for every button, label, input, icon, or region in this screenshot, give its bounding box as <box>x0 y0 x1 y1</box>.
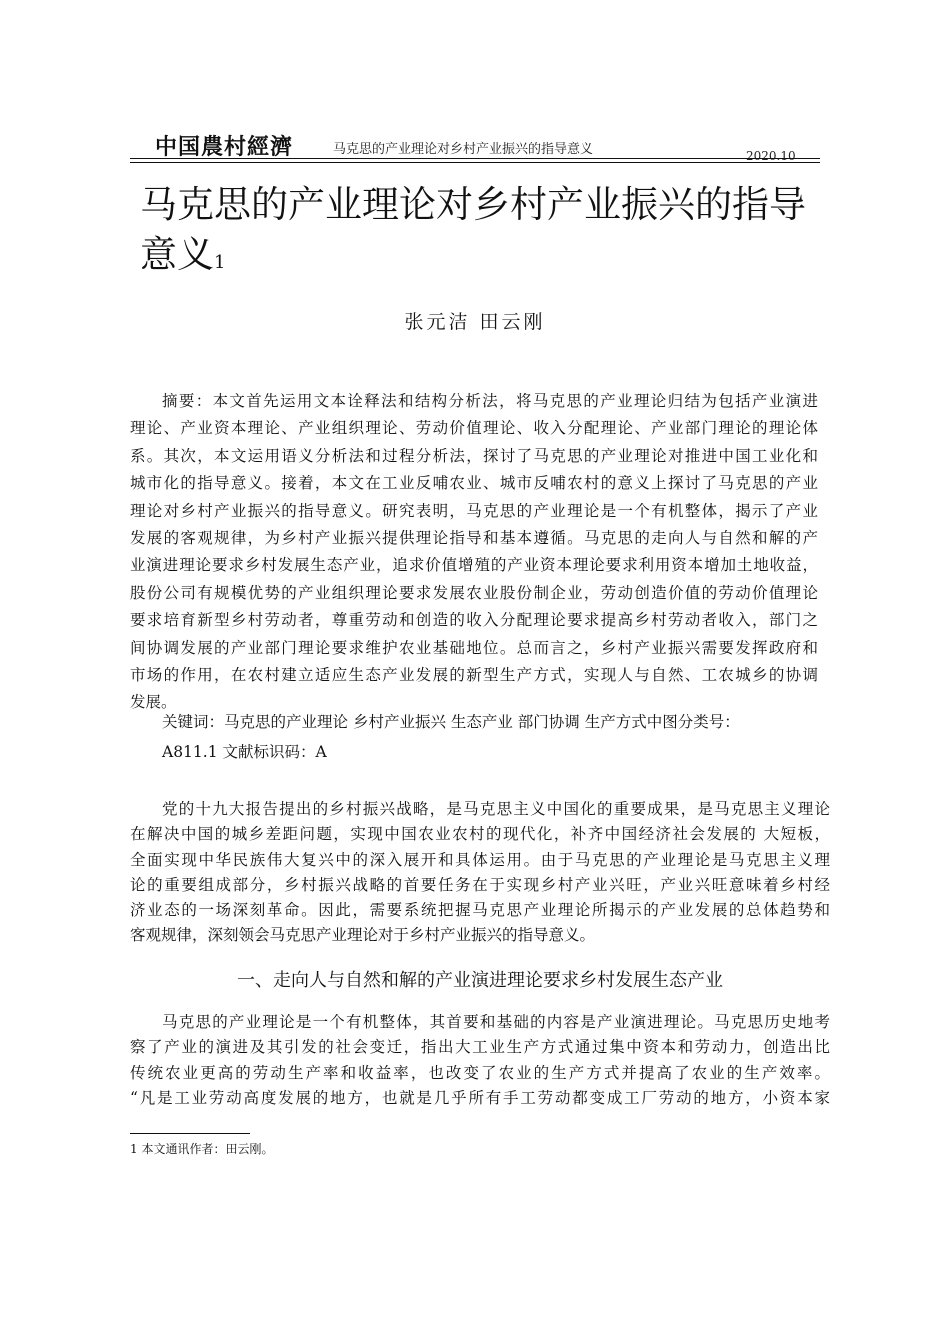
text-line <box>130 580 818 607</box>
line-text: “凡是工业劳动高度发展的地方，也就是几乎所有手工劳动都变成工厂劳动的地方，小资本家 <box>130 1088 830 1107</box>
text-line <box>130 1010 830 1035</box>
header-rule <box>130 158 820 159</box>
text-line <box>130 470 818 497</box>
journal-logo: 中国農村經濟 <box>155 135 294 160</box>
text-line <box>130 848 830 873</box>
line-text: 全面实现中华民族伟大复兴中的深入展开和具体运用。由于马克思的产业理论是马克思主义理 <box>130 850 830 869</box>
text-line <box>130 635 818 662</box>
text-line <box>130 1061 830 1086</box>
intro-paragraph <box>130 797 830 949</box>
footnote: 1 本文通讯作者：田云刚。 <box>130 1142 274 1156</box>
line-text: 理论对乡村产业振兴的指导意义。研究表明，马克思的产业理论是一个有机整体，揭示了产业 <box>130 501 818 520</box>
issue-date: 2020.10 <box>746 149 796 163</box>
article-title <box>140 180 840 280</box>
keywords-label: 关键词： <box>162 713 225 731</box>
title-text: 马克思的产业理论对乡村产业振兴的指导意义 <box>140 183 806 276</box>
line-text: 马克思的产业理论是一个有机整体，其首要和基础的内容是产业演进理论。马克思历史地考 <box>162 1013 830 1031</box>
text-line <box>130 898 830 923</box>
line-text: 理论、产业资本理论、产业组织理论、劳动价值理论、收入分配理论、产业部门理论的理论体 <box>130 419 818 438</box>
line-text: 本文首先运用文本诠释法和结构分析法，将马克思的产业理论归结为包括产业演进 <box>212 392 818 410</box>
abstract-label: 摘要： <box>162 392 213 410</box>
running-title: 马克思的产业理论对乡村产业振兴的指导意义 <box>333 142 594 157</box>
text-line <box>130 498 818 525</box>
text-line <box>130 873 830 898</box>
line-text: 论的重要组成部分，乡村振兴战略的首要任务在于实现乡村产业兴旺，产业兴旺意味着乡村经 <box>130 875 830 894</box>
line-text: 城市化的指导意义。接着，本文在工业反哺农业、城市反哺农村的意义上探讨了马克思的产业 <box>130 474 818 493</box>
abstract <box>130 388 818 717</box>
line-text: 业演进理论要求乡村发展生态产业，追求价值增殖的产业资本理论要求利用资本增加土地收益， <box>130 556 818 575</box>
text-line <box>130 525 818 552</box>
clc-value: A811.1 <box>162 743 218 761</box>
line-text: 济业态的一场深刻革命。因此，需要系统把握马克思产业理论所揭示的产业发展的总体趋势和 <box>130 901 830 920</box>
text-line <box>130 1086 830 1111</box>
section-paragraph <box>130 1010 830 1111</box>
line-text: 在解决中国的城乡差距问题，实现中国农业农村的现代化，补齐中国经济社会发展的 大短板， <box>130 825 830 844</box>
section-heading: 一、走向人与自然和解的产业演进理论要求乡村发展生态产业 <box>237 970 723 991</box>
header-rule <box>130 162 820 163</box>
text-line <box>130 662 818 689</box>
line-text: 市场的作用，在农村建立适应生态产业发展的新型生产方式，实现人与自然、工农城乡的协调 <box>130 666 818 685</box>
text-line <box>130 923 830 948</box>
text-line <box>130 797 830 822</box>
line-text: 间协调发展的产业部门理论要求维护农业基础地位。总而言之，乡村产业振兴需要发挥政府和 <box>130 638 818 657</box>
doc-code-value: A <box>315 743 327 761</box>
text-line <box>130 443 818 470</box>
title-footnote-mark[interactable]: 1 <box>214 252 226 273</box>
keywords-value: 马克思的产业理论 乡村产业振兴 生态产业 部门协调 生产方式 <box>224 713 647 731</box>
line-text: 客观规律，深刻领会马克思产业理论对于乡村产业振兴的指导意义。 <box>130 926 596 945</box>
text-line <box>130 552 818 579</box>
text-line <box>130 822 830 847</box>
text-line <box>130 607 818 634</box>
text-line <box>130 415 818 442</box>
authors: 张元洁 田云刚 <box>404 311 546 333</box>
clc-label: 中图分类号： <box>646 713 740 731</box>
keywords-block <box>162 707 822 767</box>
line-text: 察了产业的演进及其引发的社会变迁，指出大工业生产方式通过集中资本和劳动力，创造出比 <box>130 1038 830 1057</box>
line-text: 党的十九大报告提出的乡村振兴战略，是马克思主义中国化的重要成果，是马克思主义理论 <box>162 800 830 818</box>
line-text: 系。其次，本文运用语义分析法和过程分析法，探讨了马克思的产业理论对推进中国工业化和 <box>130 446 818 465</box>
text-line <box>130 1035 830 1060</box>
line-text: 要求培育新型乡村劳动者，尊重劳动和创造的收入分配理论要求提高乡村劳动者收入，部门之 <box>130 611 818 630</box>
text-line <box>130 388 818 415</box>
line-text: 传统农业更高的劳动生产率和收益率，也改变了农业的生产方式并提高了农业的生产效率。 <box>130 1063 830 1082</box>
line-text: 发展。 <box>130 693 177 712</box>
footnote-rule <box>130 1133 250 1134</box>
doc-code-label: 文献标识码： <box>222 743 316 761</box>
line-text: 发展的客观规律，为乡村产业振兴提供理论指导和基本遵循。马克思的走向人与自然和解的产 <box>130 529 818 548</box>
line-text: 股份公司有规模优势的产业组织理论要求发展农业股份制企业，劳动创造价值的劳动价值理论 <box>130 583 818 602</box>
